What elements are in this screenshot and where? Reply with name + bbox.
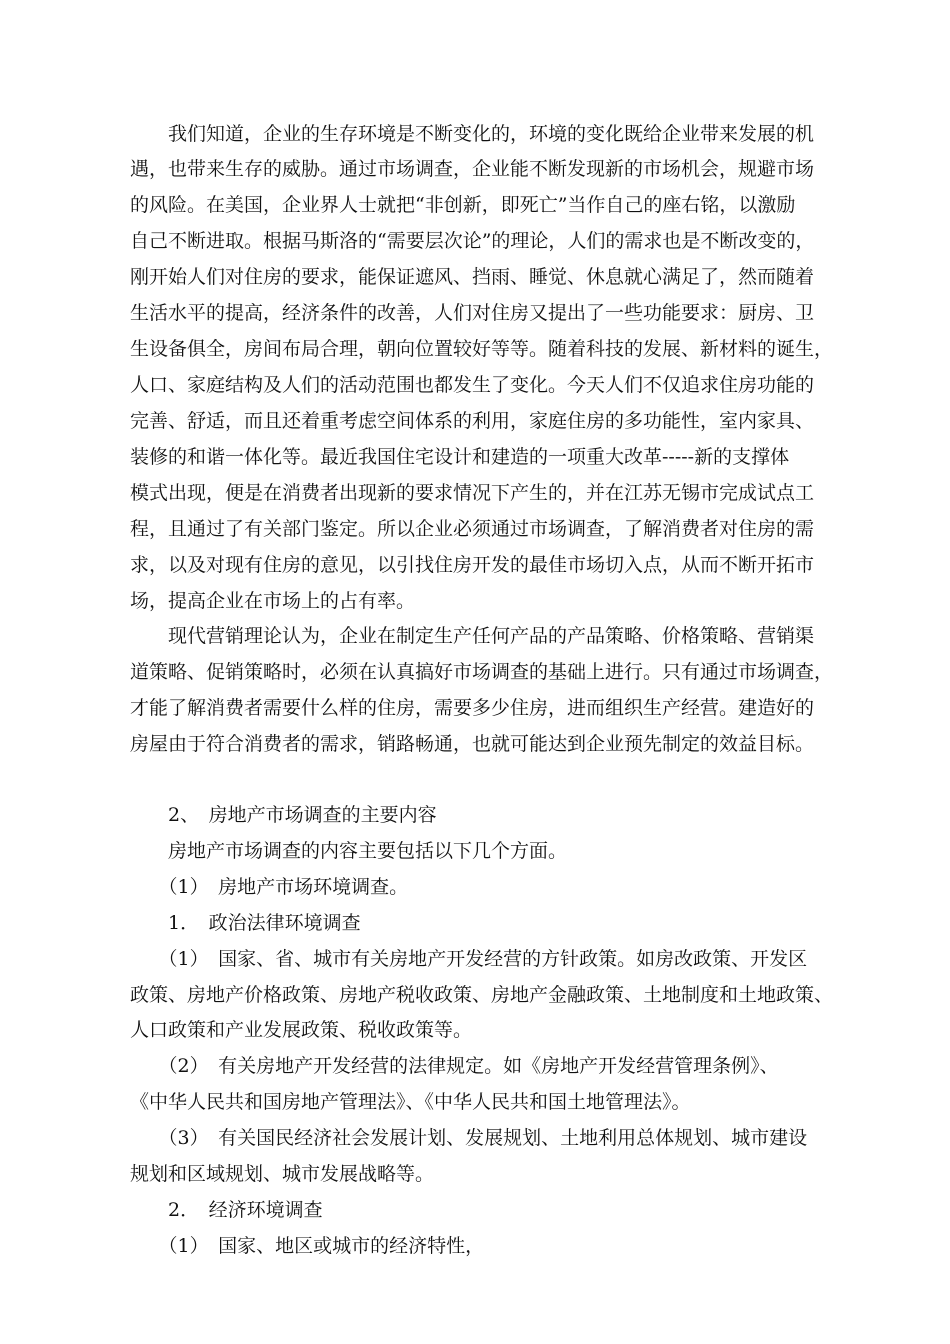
text-line: 《中华人民共和国房地产管理法》、《中华人民共和国土地管理法》。 xyxy=(130,1091,691,1113)
text-line: 完善、舒适，而且还着重考虑空间体系的利用，家庭住房的多功能性，室内家具、 xyxy=(130,410,815,432)
text-line: 自己不断进取。根据马斯洛的“需要层次论”的理论，人们的需求也是不断改变的， xyxy=(130,230,815,252)
text-line: 才能了解消费者需要什么样的住房，需要多少住房，进而组织生产经营。建造好的 xyxy=(130,697,815,719)
text-line: 房屋由于符合消费者的需求，销路畅通，也就可能达到企业预先制定的效益目标。 xyxy=(130,733,815,755)
subsection-heading: 1． 政治法律环境调查 xyxy=(130,912,361,934)
text-line: 装修的和谐一体化等。最近我国住宅设计和建造的一项重大改革-----新的支撑体 xyxy=(130,446,790,468)
text-line: 人口、家庭结构及人们的活动范围也都发生了变化。今天人们不仅追求住房功能的 xyxy=(130,374,815,396)
text-line: （3） 有关国民经济社会发展计划、发展规划、土地利用总体规划、城市建设 xyxy=(130,1127,808,1149)
text-line: 房地产市场调查的内容主要包括以下几个方面。 xyxy=(130,840,568,862)
text-line: 政策、房地产价格政策、房地产税收政策、房地产金融政策、土地制度和土地政策、 xyxy=(130,984,834,1006)
text-line: 道策略、促销策略时，必须在认真搞好市场调查的基础上进行。只有通过市场调查， xyxy=(130,661,834,683)
text-line: 刚开始人们对住房的要求，能保证遮风、挡雨、睡觉、休息就心满足了，然而随着 xyxy=(130,266,815,288)
subsection-heading: （1） 房地产市场环境调查。 xyxy=(130,876,409,898)
text-line: （1） 国家、省、城市有关房地产开发经营的方针政策。如房改政策、开发区 xyxy=(130,948,808,970)
section-heading: 2、 房地产市场调查的主要内容 xyxy=(130,804,437,826)
text-line: 人口政策和产业发展政策、税收政策等。 xyxy=(130,1019,473,1041)
text-line: 的风险。在美国，企业界人士就把“非创新，即死亡”当作自己的座右铭，以激励 xyxy=(130,194,796,216)
text-line: 生设备俱全，房间布局合理，朝向位置较好等等。随着科技的发展、新材料的诞生， xyxy=(130,338,834,360)
text-line: （1） 国家、地区或城市的经济特性， xyxy=(130,1235,485,1257)
text-line: 现代营销理论认为，企业在制定生产任何产品的产品策略、价格策略、营销渠 xyxy=(130,625,815,647)
text-line: （2） 有关房地产开发经营的法律规定。如《房地产开发经营管理条例》、 xyxy=(130,1055,779,1077)
text-line: 规划和区域规划、城市发展战略等。 xyxy=(130,1163,435,1185)
text-line: 程，且通过了有关部门鉴定。所以企业必须通过市场调查，了解消费者对住房的需 xyxy=(130,518,815,540)
subsection-heading: 2． 经济环境调查 xyxy=(130,1199,323,1221)
text-line: 模式出现，便是在消费者出现新的要求情况下产生的，并在江苏无锡市完成试点工 xyxy=(130,482,815,504)
text-line: 遇，也带来生存的威胁。通过市场调查，企业能不断发现新的市场机会，规避市场 xyxy=(130,158,815,180)
text-line: 生活水平的提高，经济条件的改善，人们对住房又提出了一些功能要求：厨房、卫 xyxy=(130,302,815,324)
text-line: 场，提高企业在市场上的占有率。 xyxy=(130,590,416,612)
text-line: 我们知道，企业的生存环境是不断变化的，环境的变化既给企业带来发展的机 xyxy=(130,123,815,145)
text-line: 求，以及对现有住房的意见，以引找住房开发的最佳市场切入点，从而不断开拓市 xyxy=(130,554,815,576)
